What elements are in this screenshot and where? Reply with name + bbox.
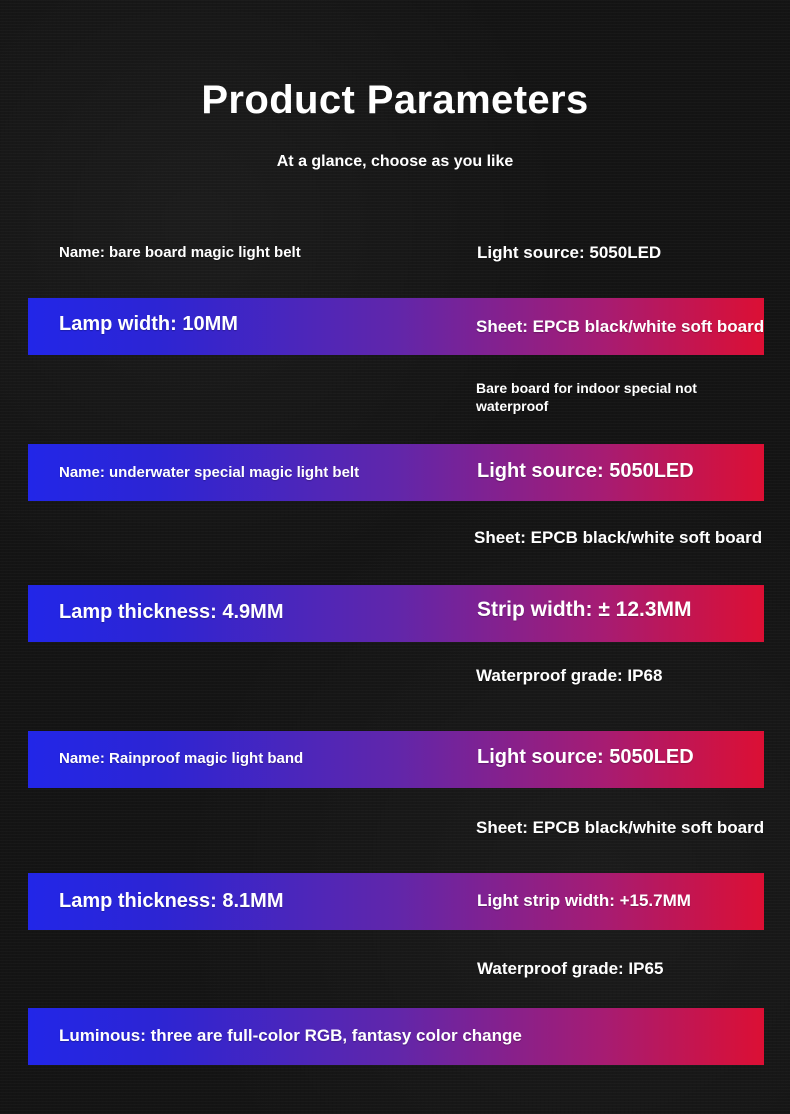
spec-light-source-rainproof: Light source: 5050LED	[477, 746, 694, 768]
spec-luminous: Luminous: three are full-color RGB, fantasy color change	[59, 1026, 522, 1045]
spec-note-bare-board: Bare board for indoor special not waterproof	[476, 380, 697, 414]
spec-sheet-bare-board: Sheet: EPCB black/white soft board	[476, 317, 765, 336]
spec-name-rainproof: Name: Rainproof magic light band	[59, 750, 304, 767]
spec-waterproof-rainproof: Waterproof grade: IP65	[477, 959, 664, 978]
spec-lamp-width-bare-board: Lamp width: 10MM	[59, 313, 238, 335]
spec-light-source-underwater: Light source: 5050LED	[477, 460, 694, 482]
spec-name-bare-board: Name: bare board magic light belt	[59, 244, 301, 261]
spec-lamp-thickness-rainproof: Lamp thickness: 8.1MM	[59, 890, 284, 912]
spec-strip-width-underwater: Strip width: ± 12.3MM	[477, 598, 692, 621]
spec-strip-width-rainproof: Light strip width: +15.7MM	[477, 891, 691, 910]
spec-waterproof-underwater: Waterproof grade: IP68	[476, 666, 663, 685]
spec-name-underwater: Name: underwater special magic light belt	[59, 464, 360, 481]
spec-light-source-bare-board: Light source: 5050LED	[477, 243, 662, 262]
page-title: Product Parameters	[201, 78, 589, 122]
spec-sheet-rainproof: Sheet: EPCB black/white soft board	[476, 818, 765, 837]
page-subtitle: At a glance, choose as you like	[276, 153, 514, 170]
spec-sheet-underwater: Sheet: EPCB black/white soft board	[474, 528, 763, 547]
spec-lamp-thickness-underwater: Lamp thickness: 4.9MM	[59, 601, 284, 623]
